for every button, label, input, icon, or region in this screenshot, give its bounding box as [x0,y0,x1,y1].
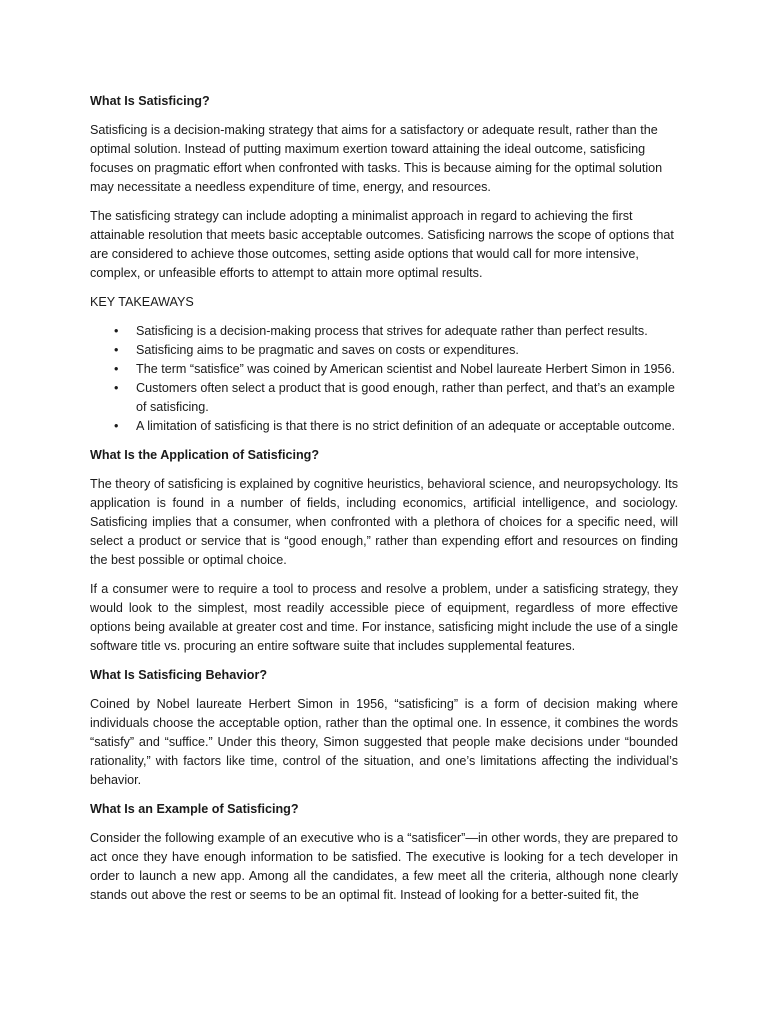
section-heading: What Is Satisficing? [90,94,210,108]
key-takeaways-label: KEY TAKEAWAYS [90,295,194,309]
paragraph: The theory of satisficing is explained by cognitive heuristics, behavioral science, and neuropsychology. Its application is found in a number of fields, including economics, artificial intelligence, and sociology. Satisficing implies that a consumer, when confronted with a plethora of choices for a specific need, will select a product or service that is “good enough,” rather than expending effort and resources on finding the best possible or optimal choice. [90,477,678,567]
section-heading: What Is an Example of Satisficing? [90,802,299,816]
list-item: • A limitation of satisficing is that there is no strict definition of an adequate or acceptable outcome. [136,417,678,436]
paragraph: If a consumer were to require a tool to process and resolve a problem, under a satisficing strategy, they would look to the simplest, most readily accessible piece of equipment, regardless of more effective options being available at greater cost and time. For instance, satisficing might include the use of a single software title vs. procuring an entire software suite that includes supplemental features. [90,582,678,653]
paragraph: Satisficing is a decision-making strategy that aims for a satisfactory or adequate result, rather than the optimal solution. Instead of putting maximum exertion toward attaining the ideal outcome, satisficing focuses on pragmatic effort when confronted with tasks. This is because aiming for the optimal solution may necessitate a needless expenditure of time, energy, and resources. [90,123,663,194]
list-item: • Customers often select a product that is good enough, rather than perfect, and that’s an example of satisficing. [136,379,678,417]
paragraph: The satisficing strategy can include adopting a minimalist approach in regard to achieving the first attainable resolution that meets basic acceptable outcomes. Satisficing narrows the scope of options that are considered to achieve those outcomes, setting aside options that would call for more intensive, complex, or unfeasible efforts to attempt to attain more optimal results. [90,209,674,280]
section-heading: What Is the Application of Satisficing? [90,448,320,462]
list-item: • Satisficing aims to be pragmatic and saves on costs or expenditures. [136,341,678,360]
document-body [90,92,678,915]
paragraph: Coined by Nobel laureate Herbert Simon in 1956, “satisficing” is a form of decision making where individuals choose the acceptable option, rather than the optimal one. In essence, it combines the words “satisfy” and “suffice.” Under this theory, Simon suggested that people make decisions under “bounded rationality,” with factors like time, control of the situation, and one’s limitations affecting the individual’s behavior. [90,697,678,787]
key-takeaways-list [90,322,678,436]
list-item: • The term “satisfice” was coined by American scientist and Nobel laureate Herbert Simon in 1956. [136,360,678,379]
section-heading: What Is Satisficing Behavior? [90,668,268,682]
list-item: • Satisficing is a decision-making process that strives for adequate rather than perfect results. [136,322,678,341]
paragraph: Consider the following example of an executive who is a “satisficer”—in other words, they are prepared to act once they have enough information to be satisfied. The executive is looking for a tech developer in order to launch a new app. Among all the candidates, a few meet all the criteria, although none clearly stands out above the rest or seems to be an optimal fit. Instead of looking for a better-suited fit, the [90,831,678,902]
